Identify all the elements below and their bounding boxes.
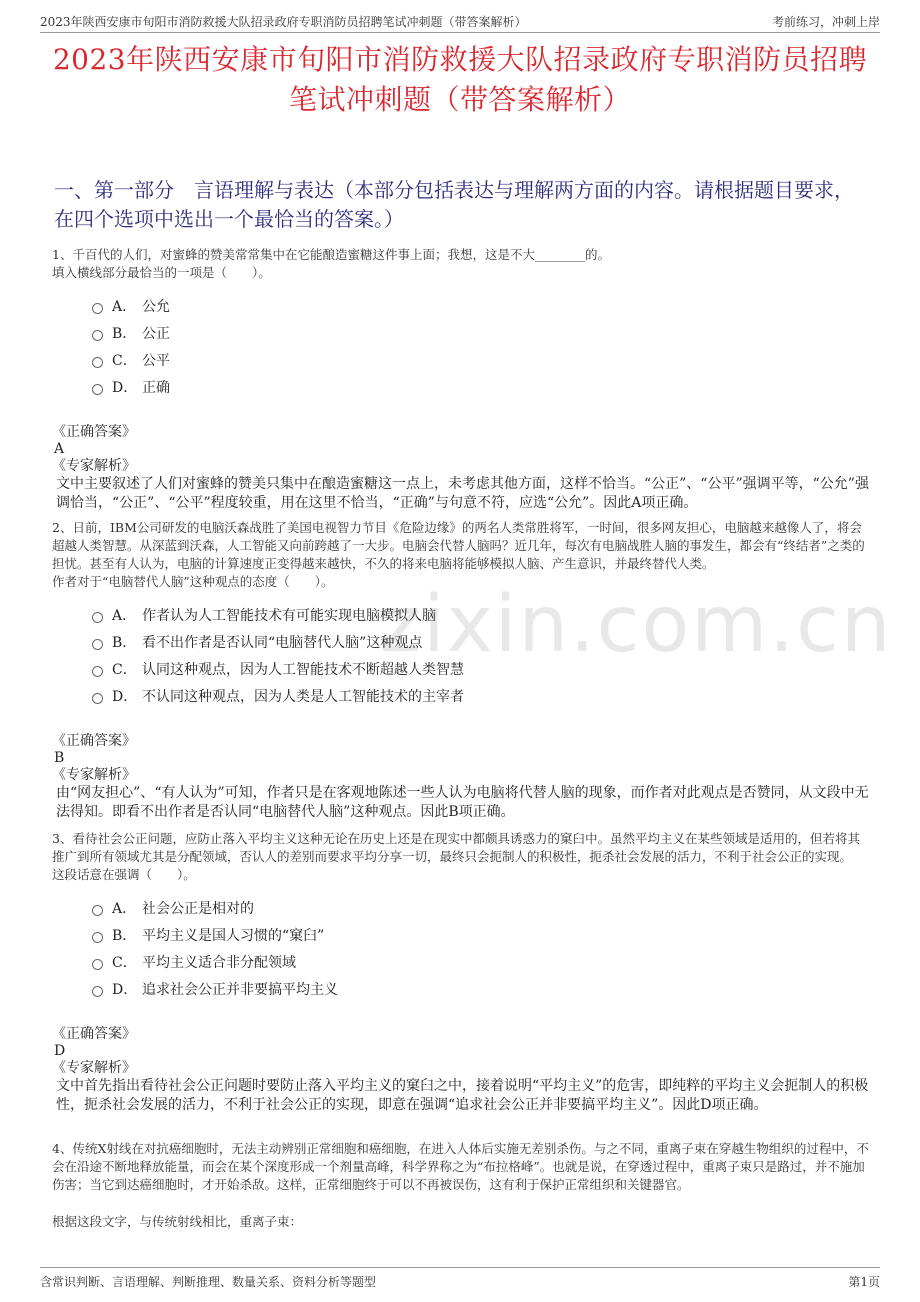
radio-icon[interactable]: [92, 639, 103, 650]
options-list: [92, 894, 872, 1002]
header-title: 2023年陕西安康市旬阳市消防救援大队招录政府专职消防员招聘笔试冲刺题（带答案解析）: [40, 15, 527, 29]
analysis-label: 《专家解析》: [52, 1060, 136, 1076]
radio-icon[interactable]: [92, 666, 103, 677]
option-b[interactable]: B． 公正: [92, 319, 872, 346]
option-d[interactable]: D． 不认同这种观点，因为人类是人工智能技术的主宰者: [92, 682, 872, 709]
question-1: [52, 246, 872, 513]
answer-value: B: [54, 750, 65, 766]
radio-icon[interactable]: [92, 303, 103, 314]
radio-icon[interactable]: [92, 384, 103, 395]
question-stem: 2、日前，IBM公司研发的电脑沃森战胜了美国电视智力节目《危险边缘》的两名人类常胜将军，一时间，很多网友担心，电脑越来越像人了，将会超越人类智慧。从深蓝到沃森，人工智能又向前跨越了一大步。电脑会代替人脑吗？近几年，每次有电脑战胜人脑的事发生，都会有“终结者”之类的担忧。甚至有人认为，电脑的计算速度正变得越来越快，不久的将来电脑将能够模拟人脑、产生意识，并最终替代人类。: [52, 520, 865, 571]
page-footer: [40, 1267, 880, 1292]
option-a[interactable]: A． 社会公正是相对的: [92, 894, 872, 921]
question-stem: 3、看待社会公正问题，应防止落入平均主义这种无论在历史上还是在现实中都颇具诱惑力的窠臼中。虽然平均主义在某些领域是适用的，但若将其推广到所有领域尤其是分配领域，否认人的差别而要求平均分享一切，最终只会扼制人的积极性，扼杀社会发展的活力，不利于社会公正的实现。: [52, 831, 860, 864]
option-a[interactable]: A． 公允: [92, 292, 872, 319]
answer-value: D: [54, 1043, 66, 1059]
question-2: [52, 519, 872, 822]
option-b[interactable]: B． 平均主义是国人习惯的“窠臼”: [92, 921, 872, 948]
header-slogan: 考前练习，冲刺上岸: [771, 15, 880, 29]
question-prompt: 根据这段文字，与传统射线相比，重离子束：: [52, 1214, 303, 1229]
analysis-text: 由“网友担心”、“有人认为”可知，作者只是在客观地陈述一些人认为电脑将代替人脑的现象，而作者对此观点是否赞同，从文段中无法得知。即看不出作者是否认同“电脑替代人脑”这种观点。因此B项正确。: [56, 785, 869, 820]
radio-icon[interactable]: [92, 330, 103, 341]
radio-icon[interactable]: [92, 986, 103, 997]
section-heading: 一、第一部分 言语理解与表达（本部分包括表达与理解两方面的内容。请根据题目要求，在四个选项中选出一个最恰当的答案。）: [54, 178, 854, 231]
footer-note: 含常识判断、言语理解、判断推理、数量关系、资料分析等题型: [40, 1275, 377, 1289]
option-d[interactable]: D． 追求社会公正并非要搞平均主义: [92, 975, 872, 1002]
option-c[interactable]: C． 公平: [92, 346, 872, 373]
answer-label: 《正确答案》: [52, 424, 136, 440]
analysis-label: 《专家解析》: [52, 458, 136, 474]
radio-icon[interactable]: [92, 693, 103, 704]
answer-block: [52, 1026, 872, 1077]
analysis-text: 文中首先指出看待社会公正问题时要防止落入平均主义的窠臼之中，接着说明“平均主义”的危害，即纯粹的平均主义会扼制人的积极性，扼杀社会发展的活力，不利于社会公正的实现，即意在强调“追求社会公正并非要搞平均主义”。因此D项正确。: [56, 1078, 869, 1113]
watermark: zixin.com.cn: [380, 580, 893, 670]
radio-icon[interactable]: [92, 959, 103, 970]
option-c[interactable]: C． 认同这种观点，因为人工智能技术不断超越人类智慧: [92, 655, 872, 682]
answer-label: 《正确答案》: [52, 1026, 136, 1042]
page-number: 第1页: [848, 1275, 880, 1289]
answer-label: 《正确答案》: [52, 733, 136, 749]
answer-block: [52, 424, 872, 475]
question-stem: 1、千百代的人们，对蜜蜂的赞美常常集中在它能酿造蜜糖这件事上面；我想，这是不大________的。: [52, 247, 610, 262]
radio-icon[interactable]: [92, 357, 103, 368]
question-4: [52, 1140, 872, 1194]
answer-value: A: [54, 441, 65, 457]
question-prompt: 作者对于“电脑替代人脑”这种观点的态度（ ）。: [52, 574, 334, 589]
radio-icon[interactable]: [92, 905, 103, 916]
option-d[interactable]: D． 正确: [92, 373, 872, 400]
option-b[interactable]: B． 看不出作者是否认同“电脑替代人脑”这种观点: [92, 628, 872, 655]
page-header: [40, 10, 880, 33]
radio-icon[interactable]: [92, 612, 103, 623]
document-title: 2023年陕西安康市旬阳市消防救援大队招录政府专职消防员招聘笔试冲刺题（带答案解析）: [52, 43, 868, 116]
answer-block: [52, 733, 872, 784]
question-stem: 4、传统X射线在对抗癌细胞时，无法主动辨别正常细胞和癌细胞，在进入人体后实施无差别杀伤。与之不同，重离子束在穿越生物组织的过程中，不会在沿途不断地释放能量，而会在某个深度形成一个剂量高峰，科学界称之为“布拉格峰”。也就是说，在穿透过程中，重离子束只是路过，并不施加伤害；当它到达癌细胞时，才开始杀敌。这样，正常细胞终于可以不再被误伤，这有利于保护正常组织和关键器官。: [52, 1141, 869, 1192]
question-4-prompt-block: [52, 1213, 872, 1231]
question-3: [52, 830, 872, 1115]
question-prompt: 这段话意在强调（ ）。: [52, 867, 196, 882]
options-list: [92, 601, 872, 709]
analysis-label: 《专家解析》: [52, 767, 136, 783]
radio-icon[interactable]: [92, 932, 103, 943]
analysis-text: 文中主要叙述了人们对蜜蜂的赞美只集中在酿造蜜糖这一点上，未考虑其他方面，这样不恰当。“公正”、“公平”强调平等，“公允”强调恰当，“公正”、“公平”程度较重，用在这里不恰当，“正确”与句意不符，应选“公允”。因此A项正确。: [56, 476, 869, 511]
options-list: [92, 292, 872, 400]
option-c[interactable]: C． 平均主义适合非分配领域: [92, 948, 872, 975]
question-prompt: 填入横线部分最恰当的一项是（ ）。: [52, 265, 271, 280]
option-a[interactable]: A． 作者认为人工智能技术有可能实现电脑模拟人脑: [92, 601, 872, 628]
